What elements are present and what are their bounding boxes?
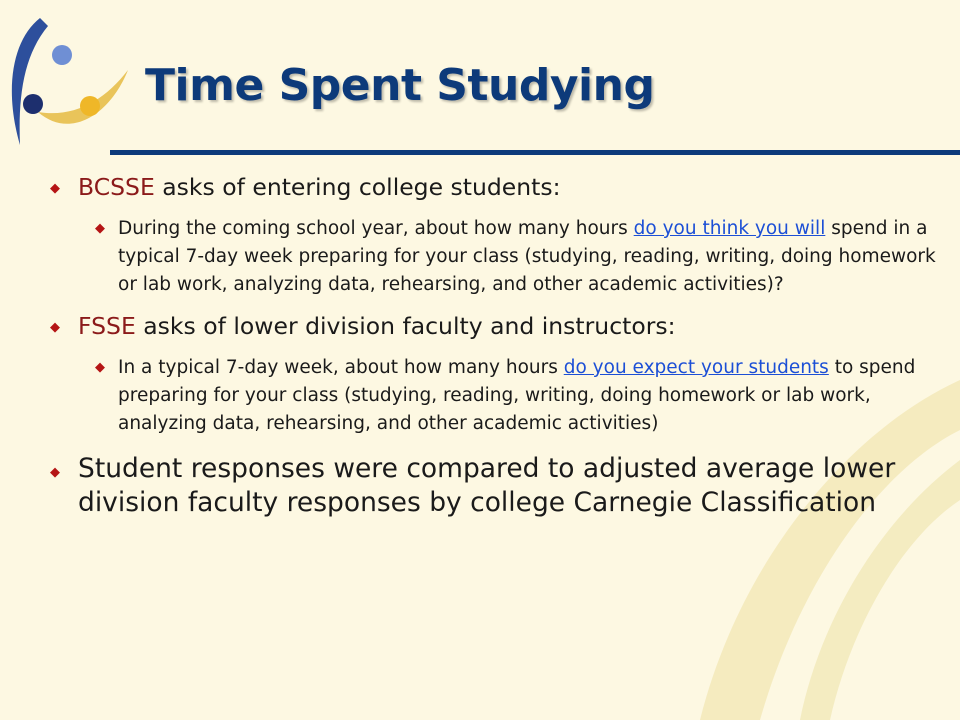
diamond-bullet-icon: ◆ [50,320,60,335]
question-link[interactable]: do you think you will [633,218,826,239]
diamond-bullet-icon: ◆ [50,465,60,480]
question-text: In a typical 7-day week, about how many hours [118,357,564,378]
diamond-bullet-icon: ◆ [95,360,105,375]
logo [0,0,150,150]
diamond-bullet-icon: ◆ [50,181,60,196]
slide-content [48,172,943,520]
bcsse-acronym: BCSSE [78,173,155,201]
bullet-text: asks of lower division faculty and instructors: [135,312,676,340]
question-text: During the coming school year, about how many hours [118,218,634,239]
bullet-comparison [48,452,943,520]
sub-bullet-bcsse-question [48,215,943,299]
title-underline [110,150,960,155]
question-text: to spend preparing for your class (studying, reading, writing, doing homework or lab work, analyzing data, rehearsing, and other academic activities) [118,357,916,434]
fsse-acronym: FSSE [78,312,136,340]
question-link[interactable]: do you expect your students [563,357,829,378]
sub-bullet-fsse-question [48,354,943,438]
diamond-bullet-icon: ◆ [95,221,105,236]
bullet-fsse [48,311,943,342]
question-text: spend in a typical 7-day week preparing for your class (studying, reading, writing, doing homework or lab work, analyzing data, rehearsing, and other academic activities)? [118,218,936,295]
bullet-text: Student responses were compared to adjusted average lower division faculty responses by college Carnegie Classification [78,453,896,518]
bullet-bcsse [48,172,943,203]
bullet-text: asks of entering college students: [154,173,561,201]
slide-title: Time Spent Studying [145,60,655,111]
